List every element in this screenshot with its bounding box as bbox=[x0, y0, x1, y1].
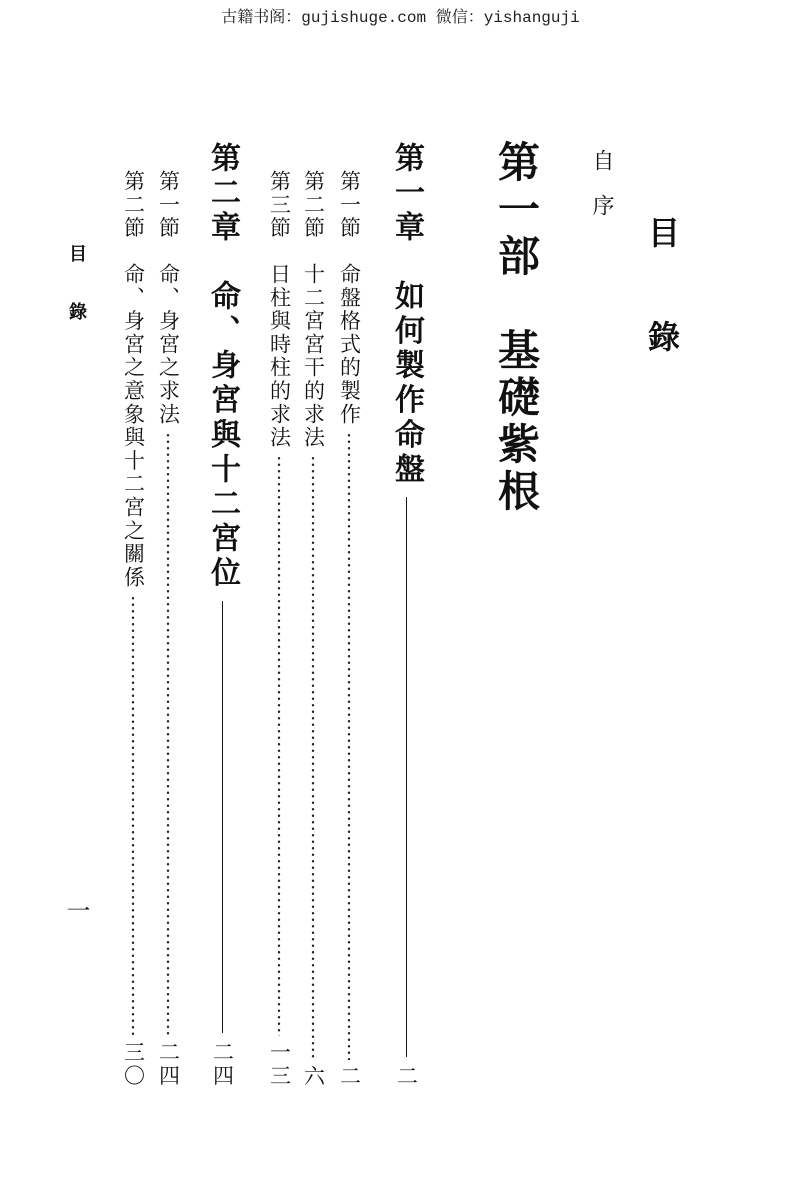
dot-leader bbox=[311, 455, 315, 1059]
section-number: 第二節 bbox=[121, 170, 146, 240]
toc-entry-chapter bbox=[205, 142, 239, 1088]
page-number: 六 bbox=[301, 1064, 326, 1088]
dot-leader bbox=[166, 432, 170, 1036]
section-number: 第一節 bbox=[156, 170, 181, 240]
dot-leader bbox=[277, 455, 281, 1036]
section-title: 命、身宮之意象與十二宮之關係 bbox=[121, 262, 146, 590]
part-title: 基礎紫根 bbox=[492, 328, 541, 516]
section-number: 第二節 bbox=[301, 170, 326, 240]
toc-entry-chapter bbox=[389, 142, 423, 1088]
running-head: 目錄 bbox=[66, 244, 87, 360]
chapter-number: 第一章 bbox=[389, 142, 424, 246]
part-number: 第一部 bbox=[492, 140, 541, 281]
page-number: 二 bbox=[337, 1064, 362, 1088]
section-title: 十二宮宮干的求法 bbox=[301, 262, 326, 450]
section-number: 第一節 bbox=[337, 170, 362, 240]
toc-entry-section bbox=[155, 170, 181, 1088]
page-title: 目錄 bbox=[643, 216, 681, 424]
section-title: 命、身宮之求法 bbox=[156, 262, 181, 427]
dot-leader bbox=[347, 432, 351, 1060]
toc-entry-section bbox=[266, 170, 292, 1088]
chapter-title: 命、身宮與十二宮位 bbox=[205, 279, 240, 592]
chapter-title: 如何製作命盤 bbox=[389, 279, 424, 488]
page-number: 三〇 bbox=[121, 1041, 146, 1088]
toc-entry-section bbox=[300, 170, 326, 1088]
dot-leader bbox=[131, 595, 135, 1036]
watermark-header: 古籍书阁：gujishuge.com 微信：yishanguji bbox=[221, 9, 580, 27]
page-number: 一三 bbox=[267, 1041, 292, 1088]
section-title: 命盤格式的製作 bbox=[337, 262, 362, 427]
section-number: 第三節 bbox=[267, 170, 292, 240]
folio-page-number: 一 bbox=[62, 898, 90, 922]
chapter-number: 第二章 bbox=[205, 142, 240, 246]
page-number: 二四 bbox=[156, 1041, 181, 1088]
toc-entry-preface: 自序 bbox=[589, 149, 614, 239]
section-title: 日柱與時柱的求法 bbox=[267, 262, 292, 450]
toc-entry-section bbox=[336, 170, 362, 1088]
toc-entry-section bbox=[120, 170, 146, 1088]
toc-entry-part bbox=[493, 140, 539, 516]
page-number: 二 bbox=[394, 1064, 419, 1088]
page-number: 二四 bbox=[210, 1041, 235, 1088]
line-leader bbox=[406, 497, 407, 1056]
line-leader bbox=[222, 601, 223, 1033]
